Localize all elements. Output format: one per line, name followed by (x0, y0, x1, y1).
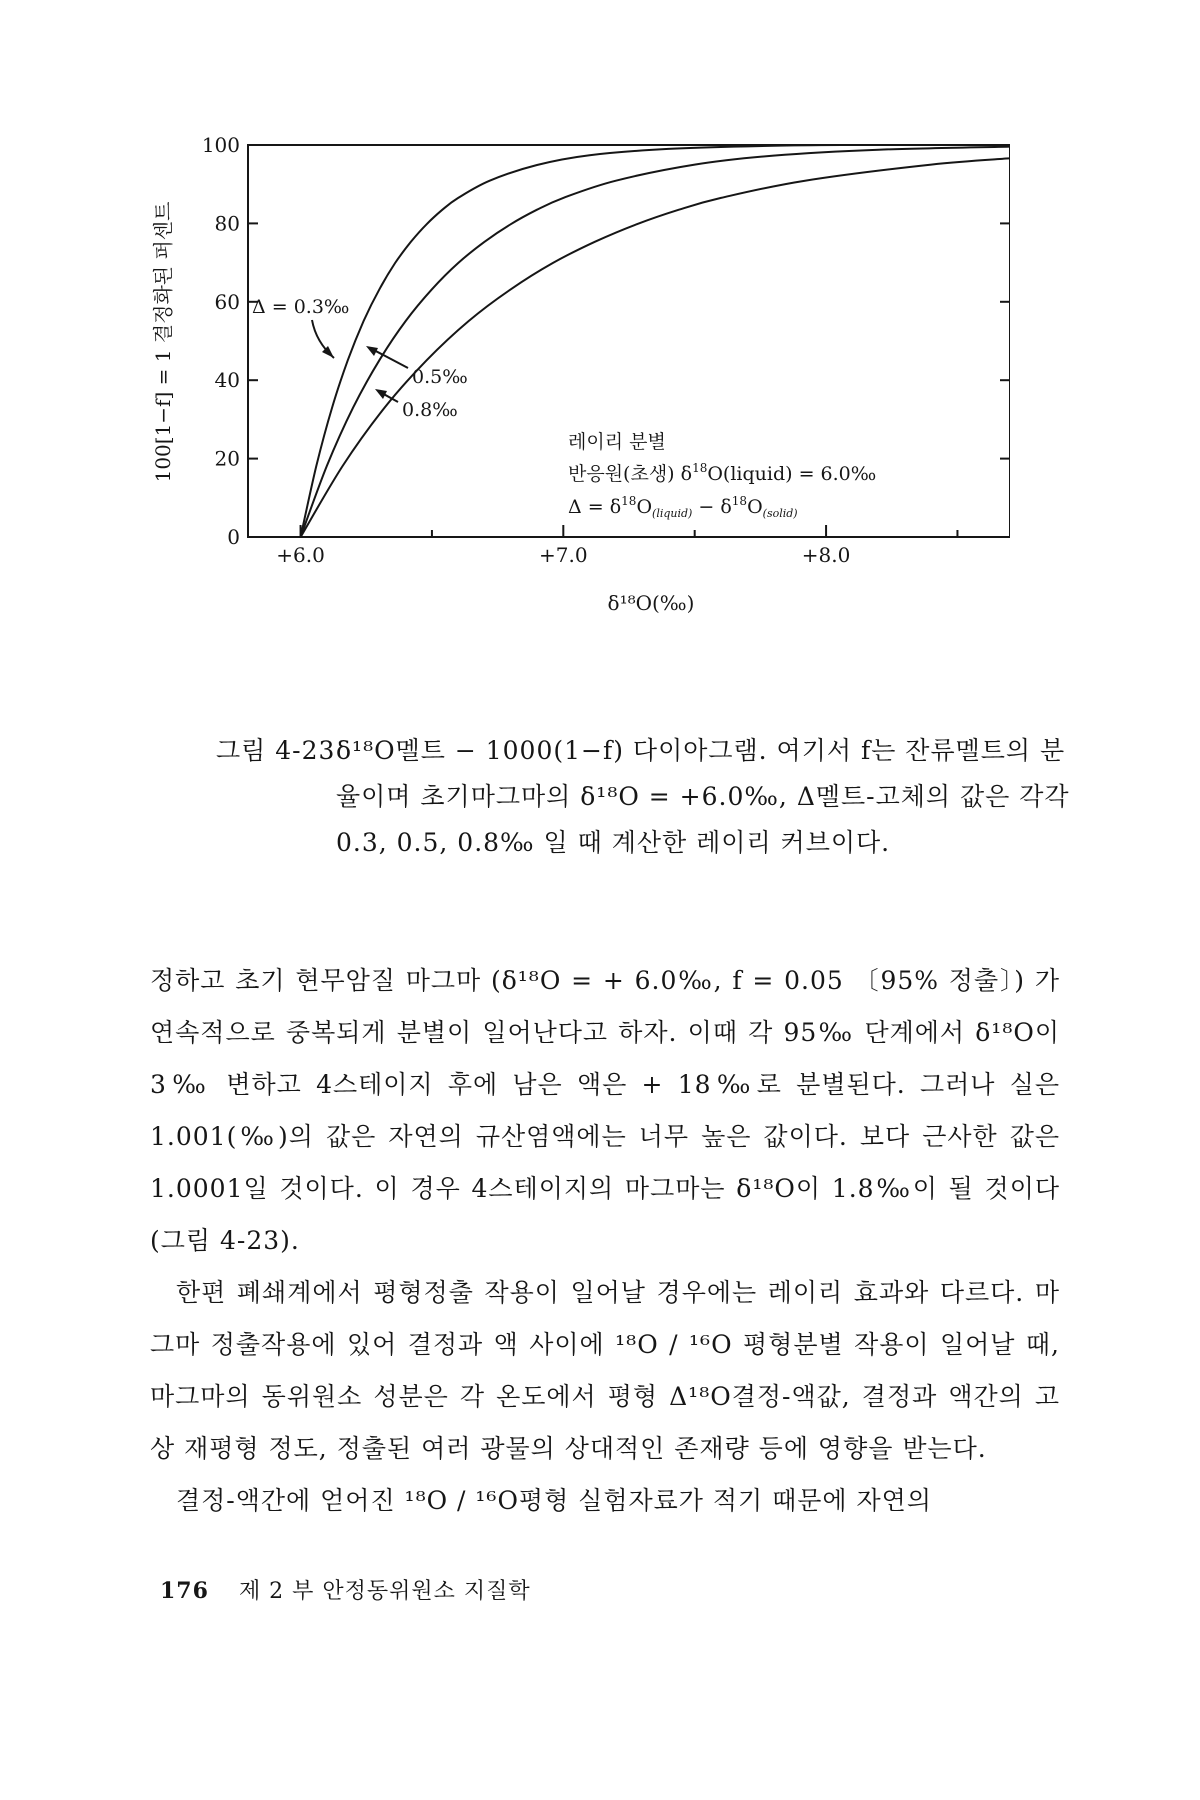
caption-label: 그림 4-23 (216, 736, 336, 765)
caption-line-3: 0.3, 0.5, 0.8‰ 일 때 계산한 레이리 커브이다. (336, 828, 891, 857)
page-footer (160, 1574, 531, 1605)
arrowhead-delta-05 (366, 346, 378, 356)
label-delta-08: 0.8‰ (402, 399, 458, 421)
page-number: 176 (160, 1578, 209, 1604)
y-tick-label: 20 (214, 446, 240, 471)
paragraph-2: 한편 폐쇄계에서 평형정출 작용이 일어날 경우에는 레이리 효과와 다르다. 마그마 정출작용에 있어 결정과 액 사이에 ¹⁸O / ¹⁶O 평형분별 작용이 일어날 때, 마그마의 동위원소 성분은 각 온도에서 평형 Δ¹⁸O결정-액값, 결정과 액간의 고상 재평형 정도, 정출된 여러 광물의 상대적인 존재량 등에 영향을 받는다. (150, 1278, 1060, 1463)
y-axis-title: 100[1−f] = 1 결정화된 퍼센트 (151, 201, 175, 483)
running-title: 제 2 부 안정동위원소 지질학 (238, 1579, 531, 1604)
body-text (150, 955, 1060, 1527)
x-tick-label: +6.0 (276, 543, 325, 567)
caption-lines (336, 728, 1076, 866)
arrowhead-delta-08 (375, 389, 387, 399)
y-ticks (202, 133, 1010, 549)
paragraph-1: 정하고 초기 현무암질 마그마 (δ¹⁸O = + 6.0‰, f = 0.05 〔95% 정출〕) 가 연속적으로 중복되게 분별이 일어난다고 하자. 이때 각 95‰ 단계에서 δ¹⁸O이 3‰ 변하고 4스테이지 후에 남은 액은 + 18‰로 분별된다. 그러나 실은 1.001(‰)의 값은 자연의 규산염액에는 너무 높은 값이다. 보다 근사한 값은 1.0001일 것이다. 이 경우 4스테이지의 마그마는 δ¹⁸O이 1.8‰이 될 것이다(그림 4-23). (150, 966, 1060, 1255)
x-ticks (276, 525, 957, 567)
legend-line-2: 반응원(초생) $\delta^{18}O(liquid)$ = 6.0‰ (568, 461, 877, 485)
x-axis-title: δ¹⁸O(‰) (607, 591, 695, 615)
legend-title: 레이리 분별 (568, 431, 666, 453)
caption-line-2: 율이며 초기마그마의 δ¹⁸O = +6.0‰, Δ멜트-고체의 값은 각각 (336, 782, 1070, 811)
y-tick-label: 60 (214, 289, 240, 314)
caption-line-1: δ¹⁸O멜트 − 1000(1−f) 다이아그램. 여기서 f는 잔류멜트의 분 (336, 736, 1066, 765)
label-delta-05: 0.5‰ (412, 366, 468, 388)
label-delta-03: Δ = 0.3‰ (252, 296, 350, 318)
y-tick-label: 40 (214, 368, 240, 393)
rayleigh-chart (140, 130, 1010, 720)
legend-line-3: $\Delta = \delta^{18}O_{(liquid)} - \delta^{18}O_{(solid)}$ (568, 494, 798, 520)
y-tick-label: 80 (214, 211, 240, 236)
y-tick-label: 0 (227, 525, 240, 549)
y-tick-label: 100 (201, 133, 240, 157)
paragraph-3: 결정-액간에 얻어진 ¹⁸O / ¹⁶O평형 실험자료가 적기 때문에 자연의 (176, 1486, 932, 1515)
x-tick-label: +8.0 (801, 543, 851, 567)
x-tick-label: +7.0 (539, 543, 588, 567)
